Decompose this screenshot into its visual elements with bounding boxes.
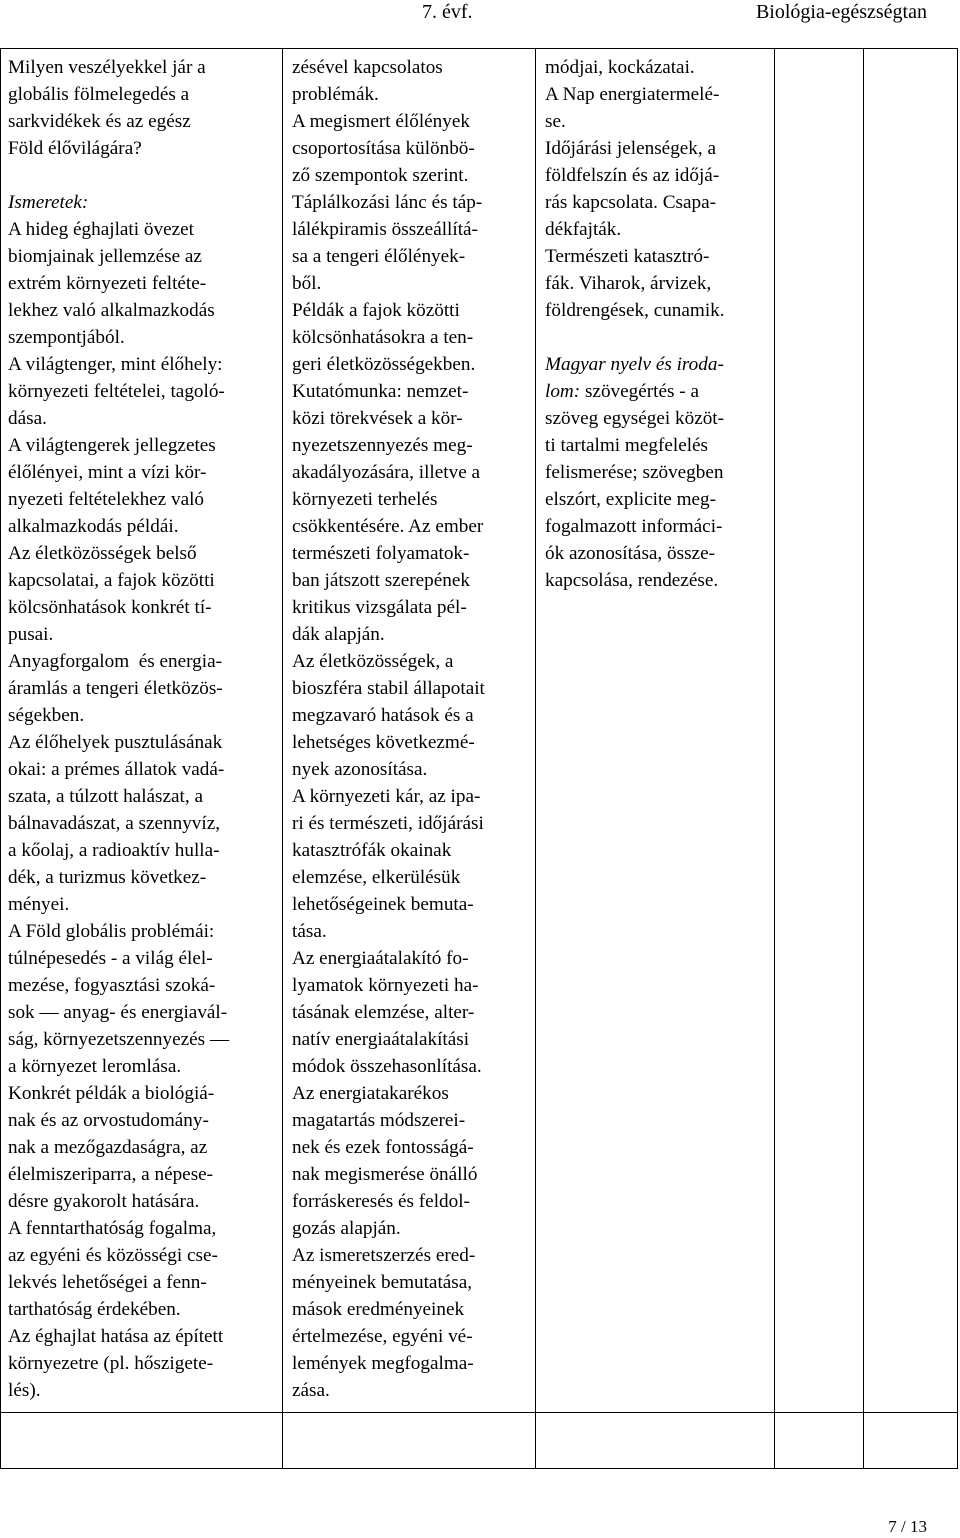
text-fragment: szövegértés - a xyxy=(580,381,699,402)
text-line: ményei. xyxy=(8,894,70,915)
text-line: módok összehasonlítása. xyxy=(292,1056,482,1077)
text-line: szempontjából. xyxy=(8,327,125,348)
text-line xyxy=(545,378,725,405)
text-line: Anyagforgalom és energia- xyxy=(8,651,223,672)
text-line: sarkvidékek és az egész xyxy=(8,111,191,132)
text-line: értelmezése, egyéni vé- xyxy=(292,1326,473,1347)
text-line: felismerése; szövegben xyxy=(545,462,724,483)
text-line: tásának elemzése, alter- xyxy=(292,1002,475,1023)
text-line: a kőolaj, a radioaktív hulla- xyxy=(8,840,220,861)
text-line: akadályozására, illetve a xyxy=(292,462,481,483)
text-line: Természeti katasztró- xyxy=(545,246,710,267)
text-line: dék, a turizmus következ- xyxy=(8,867,207,888)
column-content-topics xyxy=(8,54,229,1404)
text-line: gozás alapján. xyxy=(292,1218,401,1239)
text-line: élelmiszeriparra, a népese- xyxy=(8,1164,214,1185)
text-line: földrengések, cunamik. xyxy=(545,300,725,321)
column-content-activities xyxy=(292,54,485,1404)
text-line: lemények megfogalma- xyxy=(292,1353,474,1374)
text-line: alkalmazkodás példái. xyxy=(8,516,179,537)
text-line: pusai. xyxy=(8,624,54,645)
text-line: ban játszott szerepének xyxy=(292,570,470,591)
text-line: Konkrét példák a biológiá- xyxy=(8,1083,215,1104)
text-line: csökkentésére. Az ember xyxy=(292,516,484,537)
text-line: Az életközösségek, a xyxy=(292,651,454,672)
text-line: környezeti terhelés xyxy=(292,489,438,510)
text-fragment: lom: xyxy=(545,381,581,402)
text-line: mások eredményeinek xyxy=(292,1299,465,1320)
text-line: lyamatok környezeti ha- xyxy=(292,975,479,996)
text-line: környezetre (pl. hőszigete- xyxy=(8,1353,214,1374)
text-line: természeti folyamatok- xyxy=(292,543,470,564)
text-line: geri életközösségekben. xyxy=(292,354,476,375)
text-line: A fenntarthatóság fogalma, xyxy=(8,1218,217,1239)
text-line: bálnavadászat, a szennyvíz, xyxy=(8,813,221,834)
text-line: dák alapján. xyxy=(292,624,385,645)
text-line: nak a mezőgazdaságra, az xyxy=(8,1137,208,1158)
text-line: A környezeti kár, az ipa- xyxy=(292,786,481,807)
text-line: A megismert élőlények xyxy=(292,111,470,132)
text-line: kapcsolása, rendezése. xyxy=(545,570,719,591)
text-line: Az energiatakarékos xyxy=(292,1083,449,1104)
text-line: dása. xyxy=(8,408,47,429)
text-line: nak megismerése önálló xyxy=(292,1164,478,1185)
text-line: tarthatóság érdekében. xyxy=(8,1299,181,1320)
text-line: ri és természeti, időjárási xyxy=(292,813,484,834)
text-line: túlnépesedés - a világ élel- xyxy=(8,948,213,969)
text-line: nak és az orvostudomány- xyxy=(8,1110,209,1131)
column-divider xyxy=(282,48,283,1469)
column-divider xyxy=(774,48,775,1469)
text-line: se. xyxy=(545,111,566,132)
text-line: Kutatómunka: nemzet- xyxy=(292,381,469,402)
text-line: Példák a fajok közötti xyxy=(292,300,460,321)
text-line: Ismeretek: xyxy=(8,192,89,213)
text-line: ző szempontok szerint. xyxy=(292,165,469,186)
text-line: az egyéni és közösségi cse- xyxy=(8,1245,218,1266)
text-line: zása. xyxy=(292,1380,330,1401)
text-line: szata, a túlzott halászat, a xyxy=(8,786,203,807)
text-line: kölcsönhatásokra a ten- xyxy=(292,327,474,348)
text-line: natív energiaátalakítási xyxy=(292,1029,470,1050)
text-line: sok — anyag- és energiavál- xyxy=(8,1002,228,1023)
spacer xyxy=(8,162,229,189)
spacer xyxy=(545,324,725,351)
text-line: katasztrófák okainak xyxy=(292,840,452,861)
text-line: elszórt, explicite meg- xyxy=(545,489,717,510)
text-line: ből. xyxy=(292,273,322,294)
column-divider xyxy=(863,48,864,1469)
text-line: nyezetszennyezés meg- xyxy=(292,435,473,456)
text-line: kritikus vizsgálata pél- xyxy=(292,597,467,618)
text-line: dékfajták. xyxy=(545,219,622,240)
text-line: Az élőhelyek pusztulásának xyxy=(8,732,223,753)
column-divider xyxy=(535,48,536,1469)
text-line: Időjárási jelenségek, a xyxy=(545,138,717,159)
text-line: a környezet leromlása. xyxy=(8,1056,182,1077)
row-divider xyxy=(0,1412,958,1413)
text-line: A világtenger, mint élőhely: xyxy=(8,354,223,375)
text-line: fák. Viharok, árvizek, xyxy=(545,273,712,294)
text-line: lekvés lehetőségei a fenn- xyxy=(8,1272,207,1293)
text-line: A hideg éghajlati övezet xyxy=(8,219,194,240)
text-line: sa a tengeri élőlények- xyxy=(292,246,466,267)
text-line: problémák. xyxy=(292,84,379,105)
text-line: globális fölmelegedés a xyxy=(8,84,190,105)
text-line: lekhez való alkalmazkodás xyxy=(8,300,215,321)
text-line: tása. xyxy=(292,921,327,942)
text-line: áramlás a tengeri életközös- xyxy=(8,678,223,699)
text-line: A világtengerek jellegzetes xyxy=(8,435,216,456)
text-line: lehetőségeinek bemuta- xyxy=(292,894,474,915)
text-line: zésével kapcsolatos xyxy=(292,57,443,78)
text-line: Az éghajlat hatása az épített xyxy=(8,1326,224,1347)
text-line: extrém környezeti feltéte- xyxy=(8,273,207,294)
text-line: magatartás módszerei- xyxy=(292,1110,466,1131)
text-line: ság, környezetszennyezés — xyxy=(8,1029,230,1050)
text-line: kapcsolatai, a fajok közötti xyxy=(8,570,215,591)
text-line: désre gyakorolt hatására. xyxy=(8,1191,200,1212)
text-line: biomjainak jellemzése az xyxy=(8,246,202,267)
text-line: ók azonosítása, össze- xyxy=(545,543,715,564)
text-line: ségekben. xyxy=(8,705,85,726)
text-line: kölcsönhatások konkrét tí- xyxy=(8,597,212,618)
text-line: nek és ezek fontosságá- xyxy=(292,1137,474,1158)
text-line: A Föld globális problémái: xyxy=(8,921,215,942)
text-line: forráskeresés és feldol- xyxy=(292,1191,470,1212)
text-line: csoportosítása különbö- xyxy=(292,138,475,159)
text-line: környezeti feltételei, tagoló- xyxy=(8,381,225,402)
text-line: mezése, fogyasztási szoká- xyxy=(8,975,216,996)
text-line: fogalmazott informáci- xyxy=(545,516,723,537)
text-line: bioszféra stabil állapotait xyxy=(292,678,485,699)
text-line: Az ismeretszerzés ered- xyxy=(292,1245,476,1266)
text-line: Föld élővilágára? xyxy=(8,138,142,159)
text-line: elemzése, elkerülésük xyxy=(292,867,461,888)
subject-label: Biológia-egészségtan xyxy=(755,1,927,23)
text-line: ti tartalmi megfelelés xyxy=(545,435,709,456)
text-line: Táplálkozási lánc és táp- xyxy=(292,192,483,213)
text-line: élőlényei, mint a vízi kör- xyxy=(8,462,207,483)
text-line: lehetséges következmé- xyxy=(292,732,475,753)
text-line: Magyar nyelv és iroda- xyxy=(545,354,724,375)
grade-label: 7. évf. xyxy=(422,1,473,23)
text-line: lálékpiramis összeállítá- xyxy=(292,219,478,240)
text-line: szöveg egységei közöt- xyxy=(545,408,725,429)
column-content-connections xyxy=(545,54,725,594)
text-line: Milyen veszélyekkel jár a xyxy=(8,57,206,78)
text-line: megzavaró hatások és a xyxy=(292,705,474,726)
text-line: nyezeti feltételekhez való xyxy=(8,489,205,510)
text-line: rás kapcsolata. Csapa- xyxy=(545,192,717,213)
text-line: A Nap energiatermelé- xyxy=(545,84,720,105)
text-line: lés). xyxy=(8,1380,41,1401)
text-line: földfelszín és az időjá- xyxy=(545,165,720,186)
text-line: nyek azonosítása. xyxy=(292,759,428,780)
text-line: közi törekvések a kör- xyxy=(292,408,463,429)
text-line: Az életközösségek belső xyxy=(8,543,197,564)
page-header xyxy=(0,0,960,28)
text-line: módjai, kockázatai. xyxy=(545,57,695,78)
page-number: 7 / 13 xyxy=(888,1517,927,1536)
text-line: ményeinek bemutatása, xyxy=(292,1272,473,1293)
text-line: Az energiaátalakító fo- xyxy=(292,948,469,969)
text-line: okai: a prémes állatok vadá- xyxy=(8,759,225,780)
